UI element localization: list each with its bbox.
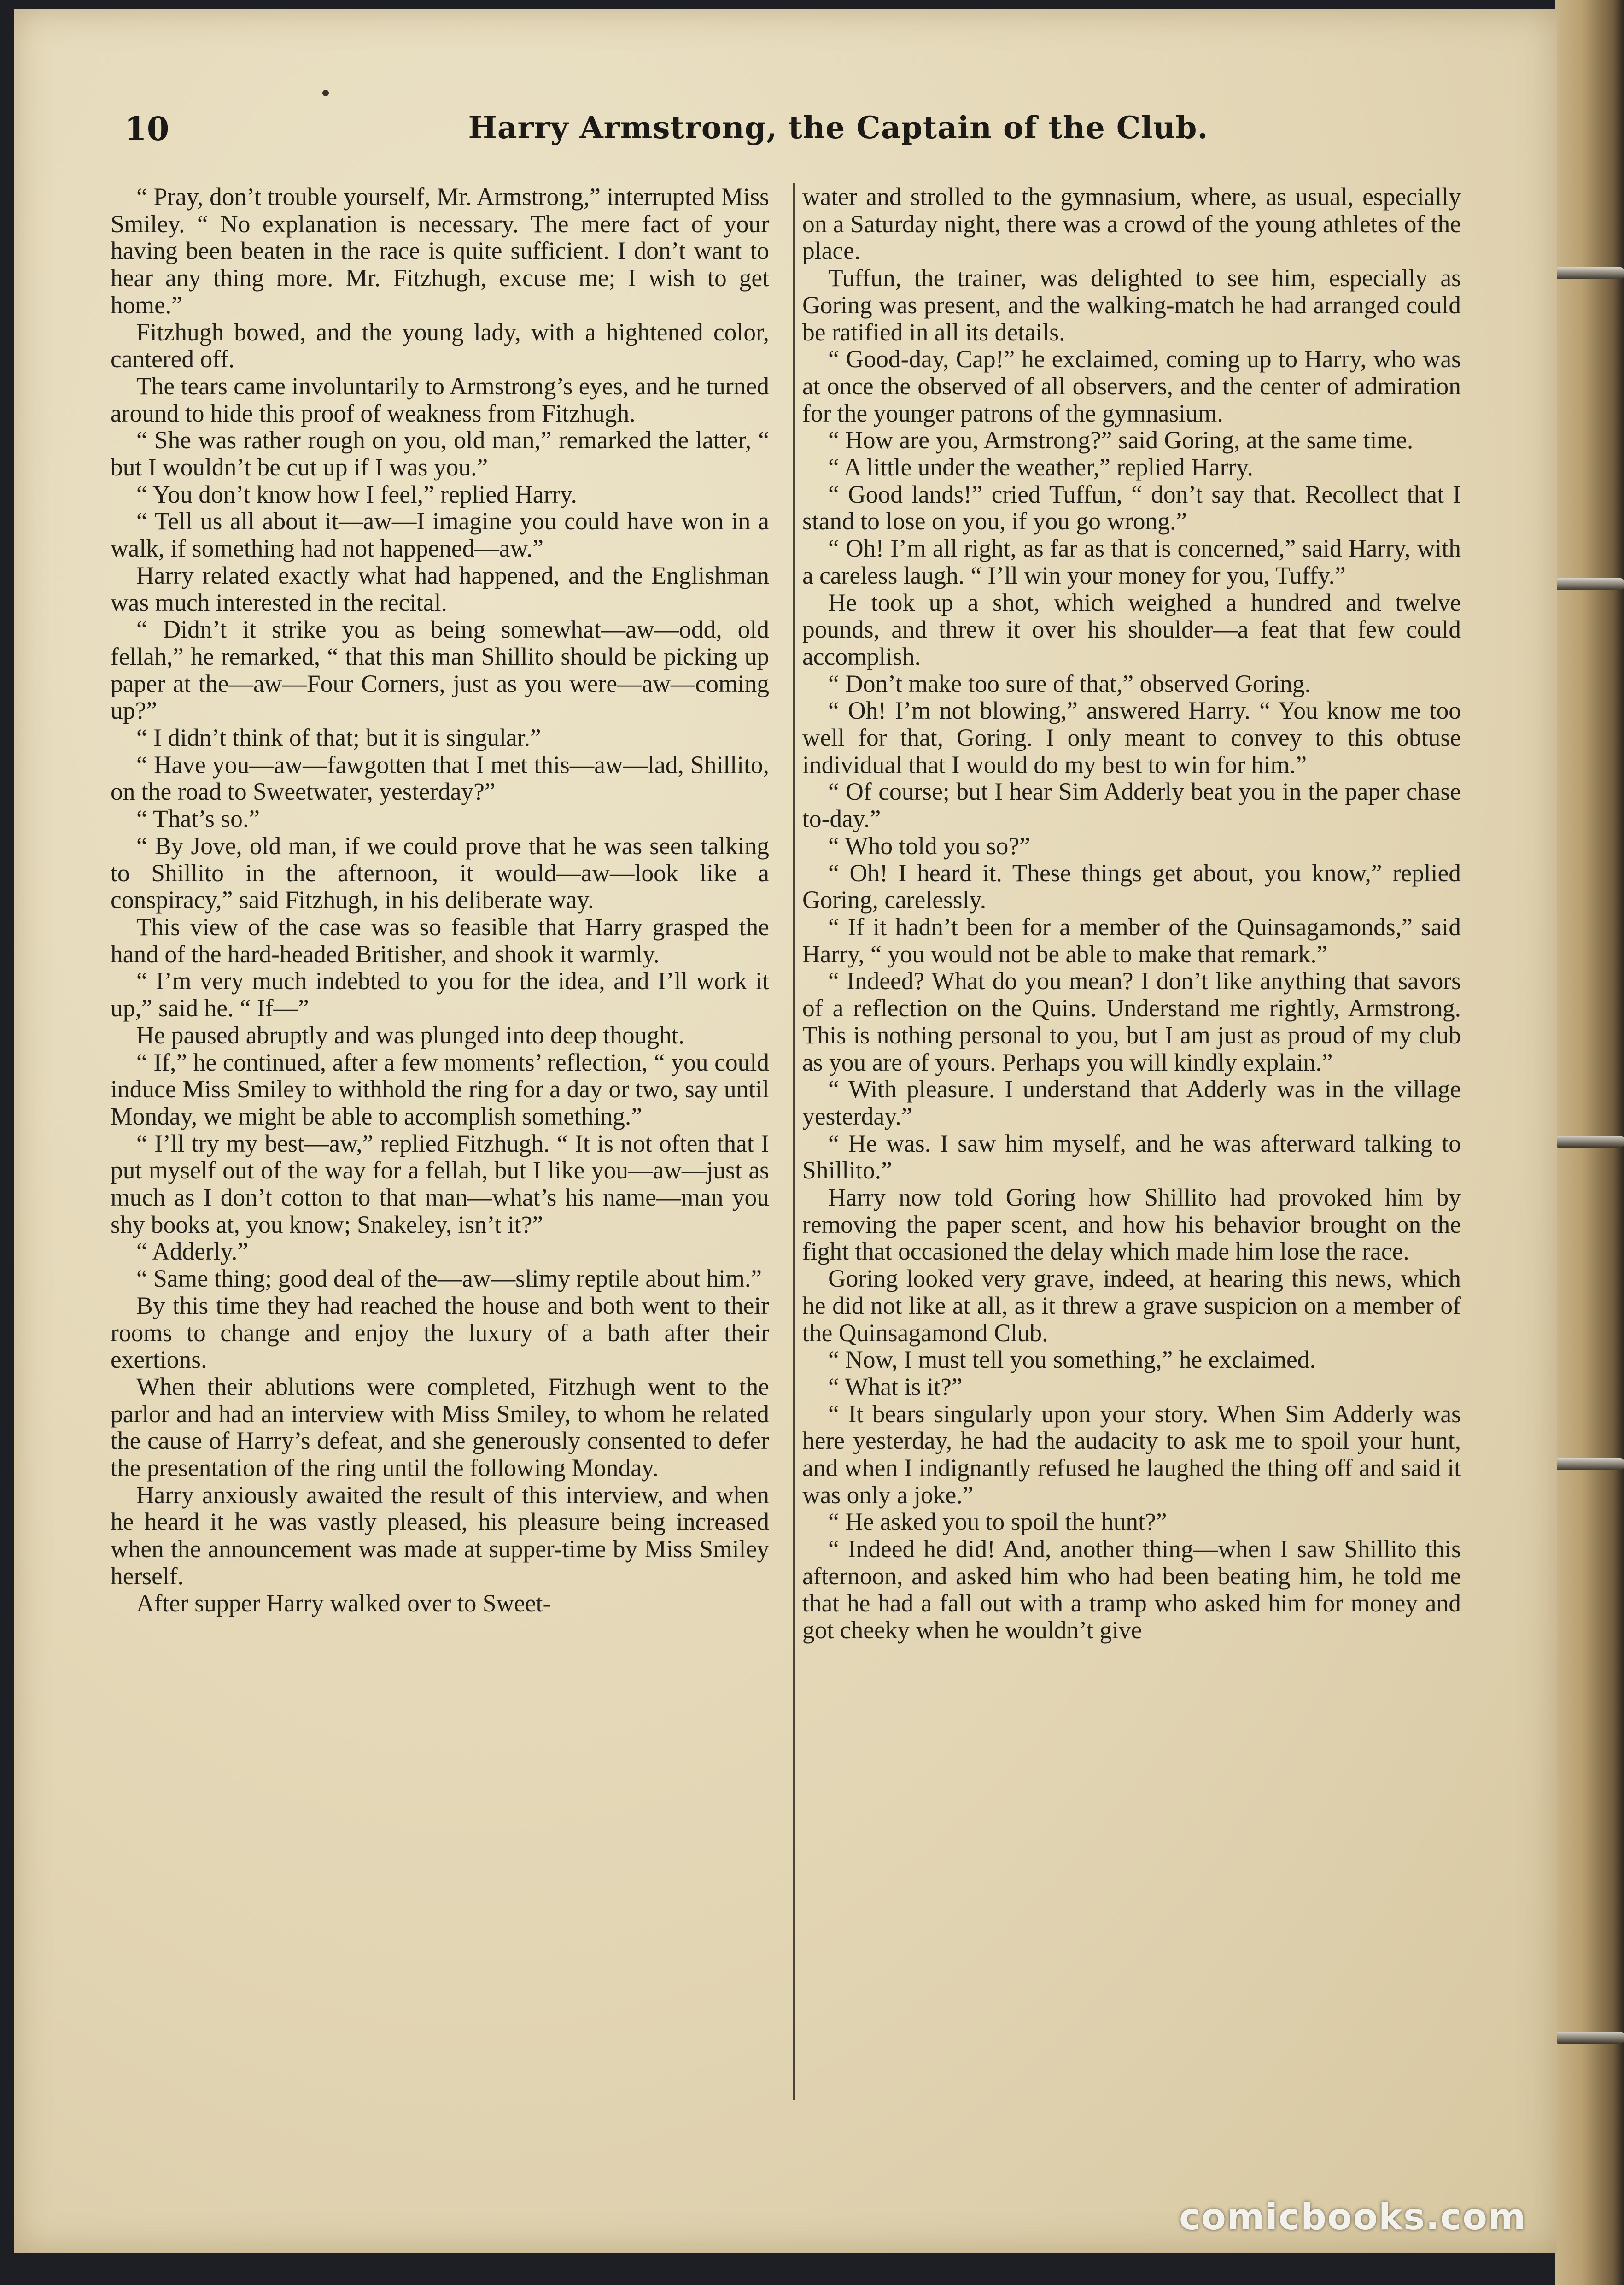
paragraph: “ Tell us all about it—aw—I imagine you could have won in a walk, if something had not happened—aw.”: [111, 507, 769, 562]
binding-staple: [1555, 267, 1624, 279]
binding-staple: [1555, 1458, 1624, 1470]
left-text-column: [111, 183, 769, 2109]
paragraph: This view of the case was so feasible that Harry grasped the hand of the hard-headed Britisher, and shook it warmly.: [111, 913, 769, 968]
paragraph: Harry related exactly what had happened, and the Englishman was much interested in the recital.: [111, 561, 769, 616]
ink-spot: [322, 90, 329, 96]
paragraph: Harry anxiously awaited the result of this interview, and when he heard it he was vastly pleased, his pleasure being increased when the announcement was made at supper-time by Miss Smiley herself.: [111, 1481, 769, 1590]
paragraph: “ Who told you so?”: [828, 832, 1030, 860]
paragraph: “ He was. I saw him myself, and he was afterward talking to Shillito.”: [802, 1129, 1461, 1184]
paragraph: He paused abruptly and was plunged into deep thought.: [136, 1021, 685, 1049]
paragraph: “ You don’t know how I feel,” replied Harry.: [136, 480, 577, 508]
column-divider: [793, 183, 795, 2100]
paragraph: “ Same thing; good deal of the—aw—slimy reptile about him.”: [136, 1265, 762, 1293]
paragraph: “ It bears singularly upon your story. When Sim Adderly was here yesterday, he had the audacity to ask me to spoil your hunt, and when I indignantly refused he laughed the thing off and said it was only a joke.”: [802, 1400, 1461, 1509]
paragraph: When their ablutions were completed, Fitzhugh went to the parlor and had an interview with Miss Smiley, to whom he related the cause of Harry’s defeat, and she generously consented to defer the presentation of the ring until the following Monday.: [111, 1372, 769, 1482]
paragraph: “ That’s so.”: [136, 805, 260, 833]
paragraph: “ Indeed? What do you mean? I don’t like anything that savors of a reflection on the Quins. Understand me rightly, Armstrong. This is nothing personal to you, but I am just as proud of my club as you are of yours. Perhaps you will kindly explain.”: [802, 967, 1461, 1076]
paragraph: “ Of course; but I hear Sim Adderly beat you in the paper chase to-day.”: [802, 778, 1461, 833]
watermark-text: comicbooks.com: [1179, 2197, 1527, 2238]
paragraph: “ I didn’t think of that; but it is singular.”: [136, 724, 541, 752]
paragraph: “ I’m very much indebted to you for the idea, and I’ll work it up,” said he. “ If—”: [111, 967, 769, 1022]
binding-staple: [1555, 1136, 1624, 1148]
paragraph: “ A little under the weather,” replied Harry.: [828, 453, 1253, 481]
paragraph: “ Have you—aw—fawgotten that I met this—aw—lad, Shillito, on the road to Sweetwater, yesterday?”: [111, 750, 769, 806]
page-number: 10: [124, 110, 169, 148]
running-title: Harry Armstrong, the Captain of the Club.: [468, 110, 1209, 146]
paragraph: “ Now, I must tell you something,” he exclaimed.: [828, 1346, 1316, 1374]
paragraph: “ Good lands!” cried Tuffun, “ don’t say that. Recollect that I stand to lose on you, if you go wrong.”: [802, 480, 1461, 535]
binding-staple: [1555, 578, 1624, 590]
paragraph: “ She was rather rough on you, old man,” remarked the latter, “ but I wouldn’t be cut up if I was you.”: [111, 426, 769, 481]
binding-staple: [1555, 2032, 1624, 2044]
right-text-column: [802, 183, 1461, 2109]
paragraph: “ Pray, don’t trouble yourself, Mr. Armstrong,” interrupted Miss Smiley. “ No explanation is necessary. The mere fact of your having been beaten in the race is quite sufficient. I don’t want to hear any thing more. Mr. Fitzhugh, excuse me; I wish to get home.”: [111, 183, 769, 319]
paragraph: “ With pleasure. I understand that Adderly was in the village yesterday.”: [802, 1075, 1461, 1130]
paragraph: “ Didn’t it strike you as being somewhat—aw—odd, old fellah,” he remarked, “ that this man Shillito should be picking up paper at the—aw—Four Corners, just as you were—aw—coming up?”: [111, 615, 769, 725]
paragraph: water and strolled to the gymnasium, where, as usual, especially on a Saturday night, there was a crowd of the young athletes of the place.: [802, 183, 1461, 265]
paragraph: “ Indeed he did! And, another thing—when I saw Shillito this afternoon, and asked him who had been beating him, he told me that he had a fall out with a tramp who asked him for money and got cheeky when he wouldn’t give: [802, 1535, 1461, 1644]
paragraph: “ Oh! I’m not blowing,” answered Harry. “ You know me too well for that, Goring. I only meant to convey to this obtuse individual that I would do my best to win for him.”: [802, 697, 1461, 779]
paragraph: Goring looked very grave, indeed, at hearing this news, which he did not like at all, as it threw a grave suspicion on a member of the Quinsagamond Club.: [802, 1265, 1461, 1347]
paragraph: “ What is it?”: [828, 1372, 963, 1400]
paragraph: “ I’ll try my best—aw,” replied Fitzhugh. “ It is not often that I put myself out of the way for a fellah, but I like you—aw—just as much as I don’t cotton to that man—what’s his name—man you shy books at, you know; Snakeley, isn’t it?”: [111, 1129, 769, 1238]
paragraph: “ He asked you to spoil the hunt?”: [828, 1508, 1167, 1536]
page-header: [124, 110, 1437, 160]
paragraph: Tuffun, the trainer, was delighted to see him, especially as Goring was present, and the walking-match he had arranged could be ratified in all its details.: [802, 264, 1461, 346]
paragraph: “ Oh! I heard it. These things get about, you know,” replied Goring, carelessly.: [802, 859, 1461, 914]
paragraph: “ Good-day, Cap!” he exclaimed, coming up to Harry, who was at once the observed of all observers, and the center of admiration for the younger patrons of the gymnasium.: [802, 345, 1461, 427]
paragraph: “ If it hadn’t been for a member of the Quinsagamonds,” said Harry, “ you would not be able to make that remark.”: [802, 913, 1461, 968]
paragraph: “ By Jove, old man, if we could prove that he was seen talking to Shillito in the afternoon, it would—aw—look like a conspiracy,” said Fitzhugh, in his deliberate way.: [111, 832, 769, 914]
paragraph: Fitzhugh bowed, and the young lady, with a hightened color, cantered off.: [111, 318, 769, 373]
paragraph: “ Oh! I’m all right, as far as that is concerned,” said Harry, with a careless laugh. “ I’ll win your money for you, Tuffy.”: [802, 534, 1461, 589]
paragraph: “ Don’t make too sure of that,” observed Goring.: [828, 669, 1311, 697]
paragraph: Harry now told Goring how Shillito had provoked him by removing the paper scent, and how his behavior brought on the fight that occasioned the delay which made him lose the race.: [802, 1184, 1461, 1266]
paragraph: “ How are you, Armstrong?” said Goring, at the same time.: [828, 426, 1414, 454]
paragraph: “ If,” he continued, after a few moments’ reflection, “ you could induce Miss Smiley to withhold the ring for a day or two, say until Monday, we might be able to accomplish something.”: [111, 1048, 769, 1130]
paragraph: “ Adderly.”: [136, 1237, 249, 1266]
paragraph: By this time they had reached the house and both went to their rooms to change and enjoy the luxury of a bath after their exertions.: [111, 1291, 769, 1374]
paragraph: The tears came involuntarily to Armstrong’s eyes, and he turned around to hide this proof of weakness from Fitzhugh.: [111, 372, 769, 427]
paragraph: He took up a shot, which weighed a hundred and twelve pounds, and threw it over his shoulder—a feat that few could accomplish.: [802, 588, 1461, 670]
paragraph: After supper Harry walked over to Sweet-: [136, 1589, 551, 1617]
